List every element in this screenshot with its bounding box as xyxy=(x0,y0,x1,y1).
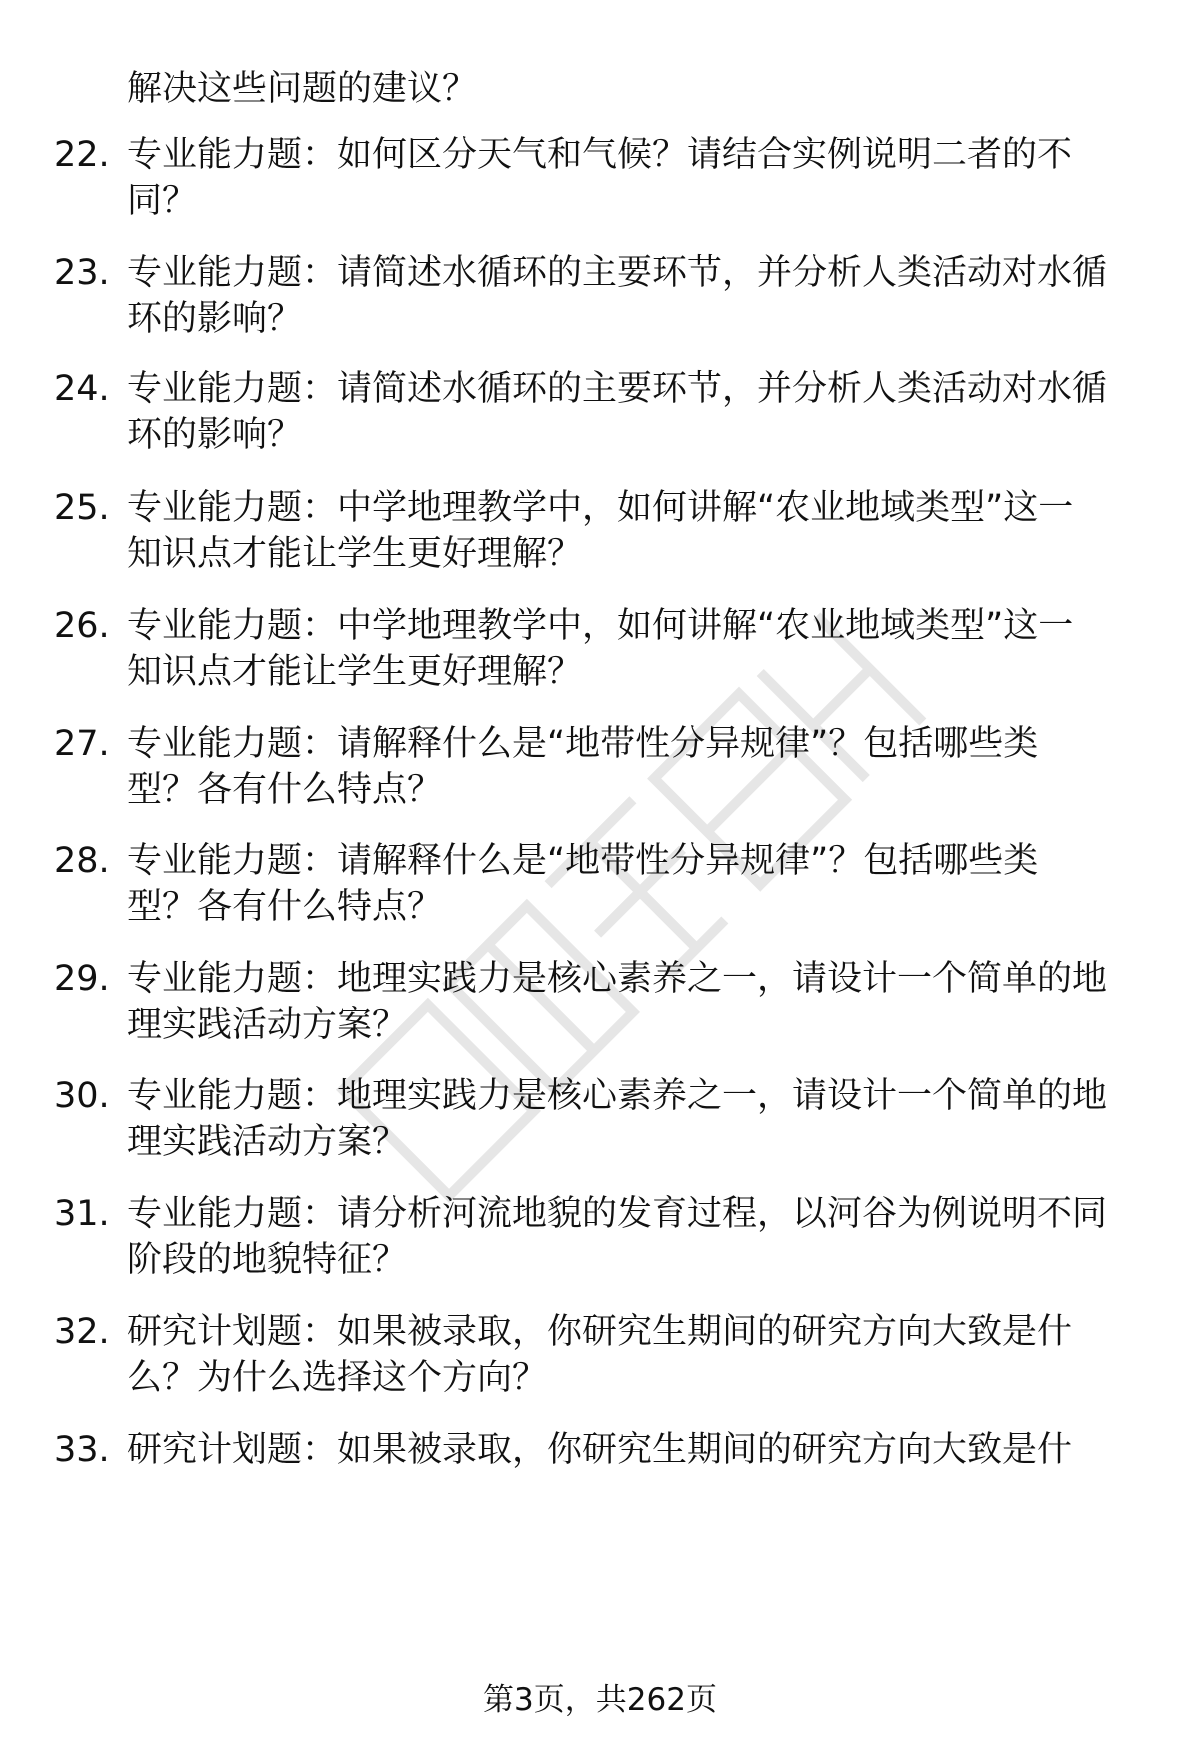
question-text: 研究计划题：如果被录取，你研究生期间的研究方向大致是什 么？为什么选择这个方向？ xyxy=(127,1312,1073,1398)
question-number: 24. xyxy=(54,369,110,409)
question-text: 专业能力题：中学地理教学中，如何讲解“农业地域类型”这一 知识点才能让学生更好理解？ xyxy=(127,488,1074,574)
question-number: 32. xyxy=(54,1312,110,1352)
question-number: 27. xyxy=(54,724,110,764)
question-text: 研究计划题：如果被录取，你研究生期间的研究方向大致是什 xyxy=(127,1430,1073,1470)
question-text: 专业能力题：请解释什么是“地带性分异规律”？包括哪些类 型？各有什么特点？ xyxy=(127,841,1039,927)
question-text: 专业能力题：请解释什么是“地带性分异规律”？包括哪些类 型？各有什么特点？ xyxy=(127,724,1039,810)
question-text: 专业能力题：如何区分天气和气候？请结合实例说明二者的不 同？ xyxy=(127,135,1073,221)
question-number: 26. xyxy=(54,606,110,646)
question-number: 22. xyxy=(54,135,110,175)
question-text: 专业能力题：请简述水循环的主要环节，并分析人类活动对水循 环的影响？ xyxy=(127,369,1108,455)
question-text: 专业能力题：请简述水循环的主要环节，并分析人类活动对水循 环的影响？ xyxy=(127,253,1108,339)
question-text: 专业能力题：请分析河流地貌的发育过程，以河谷为例说明不同 阶段的地貌特征？ xyxy=(127,1194,1108,1280)
question-number: 31. xyxy=(54,1194,110,1234)
page-number-footer: 第3页，共262页 xyxy=(483,1682,717,1718)
question-text: 解决这些问题的建议？ xyxy=(127,69,478,109)
question-number: 28. xyxy=(54,841,110,881)
question-number: 25. xyxy=(54,488,110,528)
question-number: 23. xyxy=(54,253,110,293)
question-text: 专业能力题：地理实践力是核心素养之一，请设计一个简单的地 理实践活动方案？ xyxy=(127,959,1108,1045)
question-number: 33. xyxy=(54,1430,110,1470)
question-number: 29. xyxy=(54,959,110,999)
question-number: 30. xyxy=(54,1076,110,1116)
question-text: 专业能力题：地理实践力是核心素养之一，请设计一个简单的地 理实践活动方案？ xyxy=(127,1076,1108,1162)
question-text: 专业能力题：中学地理教学中，如何讲解“农业地域类型”这一 知识点才能让学生更好理解？ xyxy=(127,606,1074,692)
